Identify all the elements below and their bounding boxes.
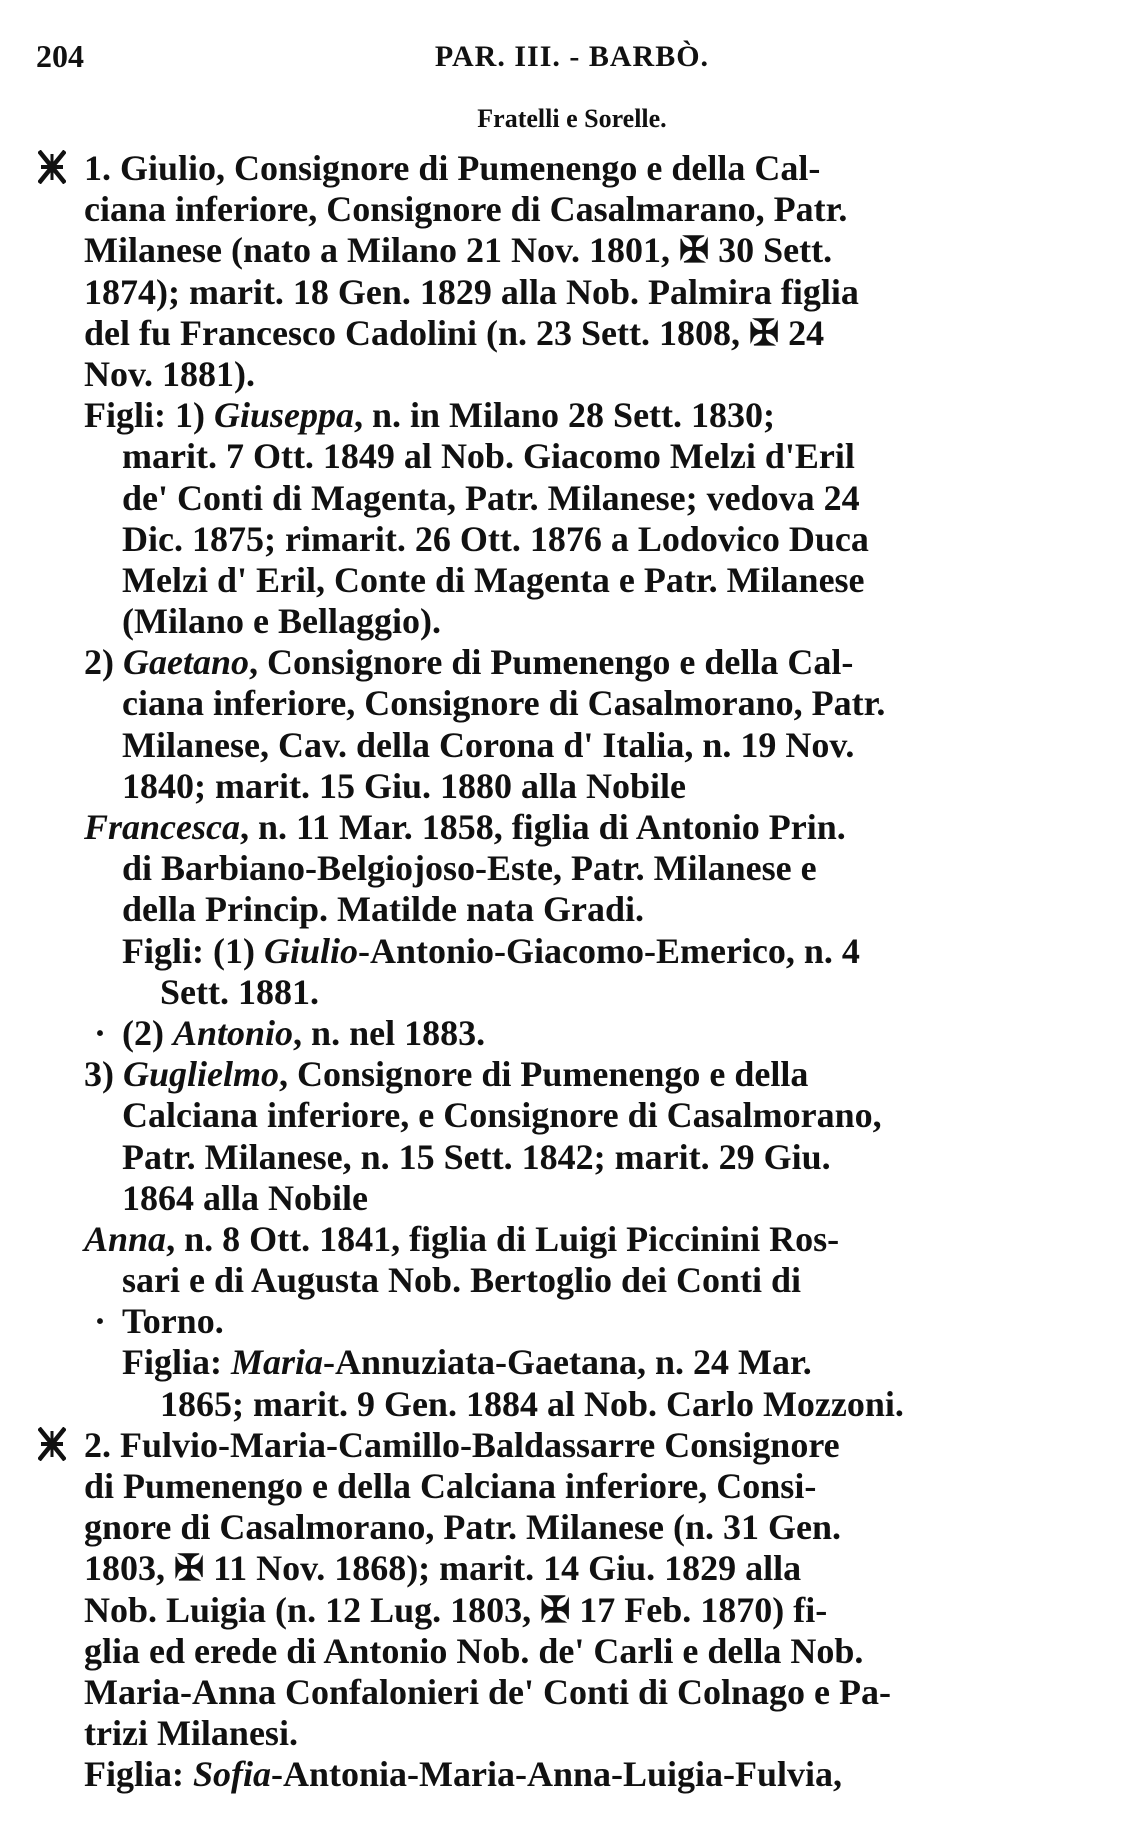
text-line [0,1672,1144,1713]
text-span: di Pumenengo e della Calciana inferiore, Consi- [84,1466,817,1506]
text-span: 1840; marit. 15 Giu. 1880 alla Nobile [122,765,686,806]
text-span: Calciana inferiore, e Consignore di Casalmorano, [122,1095,882,1136]
text-line [0,436,1144,477]
text-line [0,354,1144,395]
bullet-dot: · [94,1301,107,1342]
text-span: 2) [84,642,123,683]
italic-name: Sofia [192,1754,271,1795]
italic-name: Guglielmo [123,1054,280,1095]
text-span: , Consignore di Pumenengo e della [279,1054,809,1095]
text-line [0,313,1144,354]
text-span: 3) [84,1054,123,1095]
text-line [0,889,1144,930]
italic-name: Gaetano [123,642,249,683]
text-span: Figli: 1) [84,395,214,436]
text-span: Dic. 1875; rimarit. 26 Ott. 1876 a Lodovico Duca [122,518,869,559]
running-title: PAR. III. - BARBÒ. [434,40,710,73]
text-line [0,1054,1144,1095]
text-span: Nov. 1881). [84,353,255,394]
section-title: Fratelli e Sorelle. [477,104,667,133]
text-span: di Barbiano-Belgiojoso-Este, Patr. Milanese e [122,848,817,889]
italic-name: Francesca [84,807,240,847]
text-span: 1874); marit. 18 Gen. 1829 alla Nob. Palmira figlia [84,271,859,312]
text-line [0,725,1144,766]
italic-name: Maria [230,1342,324,1383]
text-line [0,478,1144,519]
text-line [0,1507,1144,1548]
maltese-cross-icon [38,1427,66,1461]
text-span: -Annuziata-Gaetana, n. 24 Mar. [323,1342,812,1383]
text-span: , n. 11 Mar. 1858, figlia di Antonio Prin. [240,807,846,847]
text-line [0,1219,1144,1260]
text-line [0,1548,1144,1589]
text-line [0,1342,1144,1383]
text-span: Melzi d' Eril, Conte di Magenta e Patr. Milanese [122,559,865,600]
text-span: 1864 alla Nobile [122,1177,369,1218]
text-span: -Antonio-Giacomo-Emerico, n. 4 [358,930,860,971]
text-line [0,766,1144,807]
text-line [0,189,1144,230]
text-span: sari e di Augusta Nob. Bertoglio dei Conti di [122,1260,802,1301]
text-span: 1. Giulio, Consignore di Pumenengo e della Cal- [84,148,821,188]
text-line [0,601,1144,642]
text-span: Torno. [122,1301,224,1342]
text-line [0,1425,1144,1466]
text-span: glia ed erede di Antonio Nob. de' Carli e della Nob. [84,1630,864,1671]
text-span: Patr. Milanese, n. 15 Sett. 1842; marit. 29 Giu. [122,1136,831,1177]
text-span: Milanese, Cav. della Corona d' Italia, n. 19 Nov. [122,724,855,765]
italic-name: Anna [84,1218,167,1259]
text-span: ciana inferiore, Consignore di Casalmarano, Patr. [84,189,848,230]
text-line [0,1384,1144,1425]
italic-name: Antonio [172,1012,294,1053]
text-span: Nob. Luigia (n. 12 Lug. 1803, ✠ 17 Feb. 1870) fi- [84,1589,828,1630]
text-line [0,1137,1144,1178]
text-span: 1865; marit. 9 Gen. 1884 al Nob. Carlo Mozzoni. [160,1383,904,1424]
text-line [0,230,1144,271]
maltese-cross-icon [38,150,66,184]
text-line [0,931,1144,972]
text-span: marit. 7 Ott. 1849 al Nob. Giacomo Melzi d'Eril [122,436,855,477]
text-span: , n. in Milano 28 Sett. 1830; [354,395,776,436]
italic-name: Giuseppa [213,395,354,436]
text-span: Milanese (nato a Milano 21 Nov. 1801, ✠ 30 Sett. [84,230,833,271]
text-span: (2) [122,1012,173,1053]
text-line [0,1466,1144,1507]
text-line [0,519,1144,560]
text-span: ciana inferiore, Consignore di Casalmorano, Patr. [122,683,886,724]
text-line [0,1754,1144,1795]
genealogy-text [0,148,1144,1796]
text-span: , Consignore di Pumenengo e della Cal- [249,642,854,683]
text-line [0,1631,1144,1672]
text-line [0,848,1144,889]
text-span: Figlia: [122,1342,231,1383]
text-span: Sett. 1881. [160,971,319,1012]
text-span: (Milano e Bellaggio). [122,601,441,642]
text-line [0,560,1144,601]
text-span: 1803, ✠ 11 Nov. 1868); marit. 14 Giu. 1829 alla [84,1548,802,1589]
text-line [0,1095,1144,1136]
text-span: , n. 8 Ott. 1841, figlia di Luigi Piccinini Ros- [166,1218,840,1259]
bullet-dot: · [94,1012,107,1053]
text-span: Figli: (1) [122,930,264,971]
text-line [0,807,1144,848]
text-line [0,1713,1144,1754]
text-line [0,1013,1144,1054]
text-span: del fu Francesco Cadolini (n. 23 Sett. 1808, ✠ 24 [84,312,825,353]
text-line [0,1301,1144,1342]
text-span: -Antonia-Maria-Anna-Luigia-Fulvia, [271,1754,843,1795]
text-line [0,1590,1144,1631]
text-line [0,272,1144,313]
text-line [0,972,1144,1013]
text-span: de' Conti di Magenta, Patr. Milanese; vedova 24 [122,477,860,518]
text-line [0,683,1144,724]
text-span: della Princip. Matilde nata Gradi. [122,889,644,930]
text-span: gnore di Casalmorano, Patr. Milanese (n. 31 Gen. [84,1507,841,1548]
text-span: 2. Fulvio-Maria-Camillo-Baldassarre Consignore [84,1424,840,1465]
text-line [0,1178,1144,1219]
text-span: Figlia: [84,1754,193,1795]
italic-name: Giulio [263,930,358,971]
text-line [0,395,1144,436]
text-line [0,148,1144,189]
text-span: , n. nel 1883. [293,1012,486,1053]
page-number: 204 [36,38,84,74]
text-line [0,642,1144,683]
text-span: trizi Milanesi. [84,1713,298,1754]
text-span: Maria-Anna Confalonieri de' Conti di Colnago e Pa- [84,1671,891,1712]
page-header [36,38,1108,78]
text-line [0,1260,1144,1301]
